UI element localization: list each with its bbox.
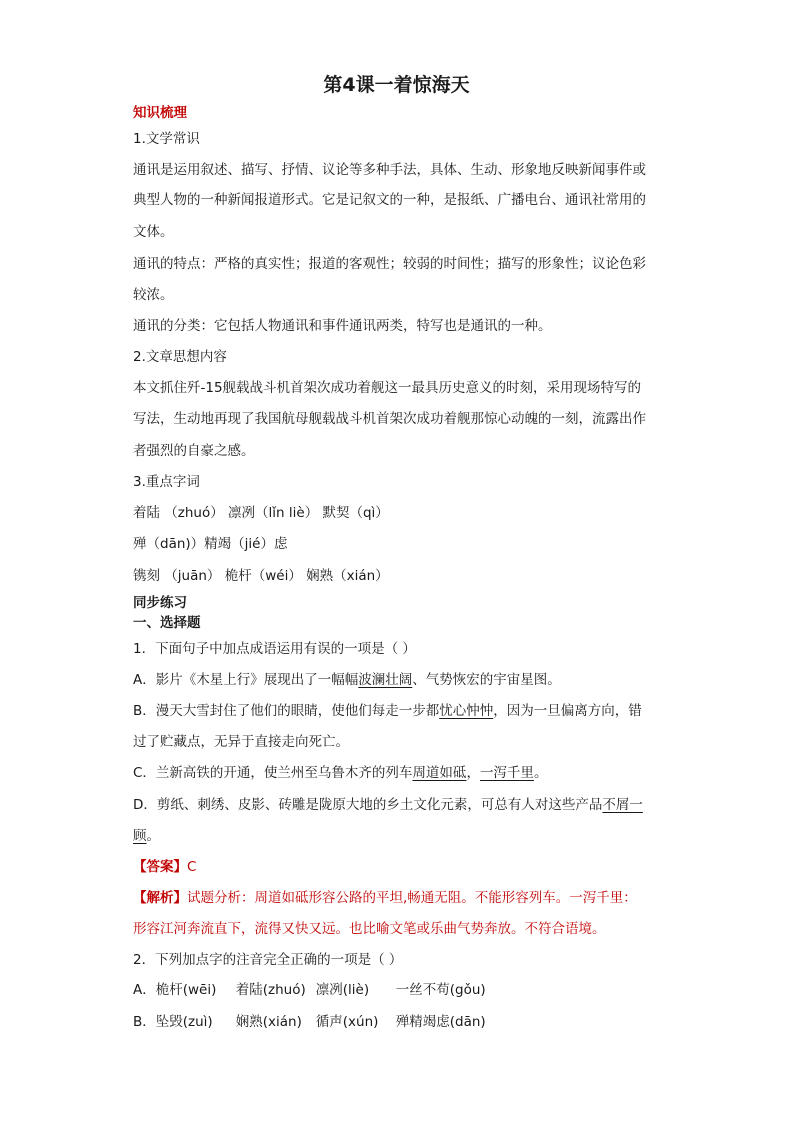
option-b bbox=[133, 701, 673, 721]
paragraph-line: 通讯的分类：它包括人物通讯和事件通讯两类，特写也是通讯的一种。 bbox=[133, 318, 552, 334]
paragraph-line: 典型人物的一种新闻报道形式。它是记叙文的一种，是报纸、广播电台、通讯社常用的 bbox=[133, 192, 646, 208]
option-d bbox=[133, 795, 673, 815]
analysis-line bbox=[133, 888, 673, 908]
paragraph-line: 较浓。 bbox=[133, 287, 174, 303]
option-text: ， bbox=[466, 765, 480, 781]
section-heading-practice: 同步练习 bbox=[133, 595, 187, 611]
answer-tag: 【答案】 bbox=[133, 859, 187, 875]
q2-option-b bbox=[133, 1012, 673, 1032]
idiom-underlined: 一泻千里 bbox=[479, 765, 534, 781]
subheading-content: 2.文章思想内容 bbox=[133, 349, 227, 365]
option-a bbox=[133, 670, 673, 690]
pinyin-item: 桅杆(wēi) bbox=[155, 982, 217, 998]
paragraph-line: 通讯是运用叙述、描写、抒情、议论等多种手法，具体、生动、形象地反映新闻事件或 bbox=[133, 162, 646, 178]
option-d-line-2 bbox=[133, 826, 673, 846]
pinyin-item: 娴熟(xián) bbox=[235, 1014, 302, 1030]
pinyin-item: 循声(xún) bbox=[315, 1014, 379, 1030]
option-label: B． bbox=[133, 1014, 156, 1030]
paragraph-line: 通讯的特点：严格的真实性；报道的客观性；较弱的时间性；描写的形象性；议论色彩 bbox=[133, 256, 646, 272]
idiom-underlined: 顾 bbox=[133, 828, 147, 844]
idiom-underlined: 波澜壮阔 bbox=[358, 672, 413, 688]
pinyin-item: 着陆(zhuó) bbox=[235, 982, 306, 998]
option-text: D．剪纸、刺绣、皮影、砖雕是陇原大地的乡土文化元素，可总有人对这些产品 bbox=[133, 797, 603, 813]
paragraph-line: 写法，生动地再现了我国航母舰载战斗机首架次成功着舰那惊心动魄的一刻，流露出作 bbox=[133, 411, 646, 427]
answer-value: C bbox=[187, 859, 197, 875]
option-text: ，因为一旦偏离方向，错 bbox=[493, 703, 642, 719]
idiom-underlined: 周道如砥 bbox=[412, 765, 467, 781]
option-text: B．漫天大雪封住了他们的眼睛，使他们每走一步都 bbox=[133, 703, 440, 719]
paragraph-line: 文体。 bbox=[133, 224, 174, 240]
word-list-line: 镌刻 （juān） 桅杆（wéi） 娴熟（xián） bbox=[133, 568, 389, 584]
subheading-words: 3.重点字词 bbox=[133, 474, 200, 490]
pinyin-item: 凛冽(liè) bbox=[315, 982, 370, 998]
q2-option-a bbox=[133, 980, 673, 1000]
option-text: 、气势恢宏的宇宙星图。 bbox=[412, 672, 561, 688]
analysis-line-2: 形容江河奔流直下，流得又快又远。也比喻文笔或乐曲气势奔放。不符合语境。 bbox=[133, 921, 606, 937]
paragraph-line: 者强烈的自豪之感。 bbox=[133, 443, 255, 459]
analysis-tag: 【解析】 bbox=[133, 890, 187, 906]
option-c bbox=[133, 763, 673, 783]
option-b-line-2: 过了贮藏点，无异于直接走向死亡。 bbox=[133, 734, 349, 750]
answer-line bbox=[133, 857, 673, 877]
word-list-line: 殚（dān)）精竭（jié）虑 bbox=[133, 536, 288, 552]
analysis-text: 试题分析：周道如砥形容公路的平坦,畅通无阻。不能形容列车。一泻千里： bbox=[187, 890, 637, 906]
word-list-line: 着陆 （zhuó） 凛冽（lǐn liè） 默契（qì） bbox=[133, 505, 389, 521]
page-title: 第4课一着惊海天 bbox=[323, 74, 470, 96]
question-1-stem: 1．下面句子中加点成语运用有误的一项是（ ） bbox=[133, 641, 416, 657]
option-text: C．兰新高铁的开通，使兰州至乌鲁木齐的列车 bbox=[133, 765, 413, 781]
subheading-literature: 1.文学常识 bbox=[133, 131, 200, 147]
option-text: 。 bbox=[146, 828, 160, 844]
paragraph-line: 本文抓住歼-15舰载战斗机首架次成功着舰这一最具历史意义的时刻，采用现场特写的 bbox=[133, 380, 642, 396]
question-2-stem: 2．下列加点字的注音完全正确的一项是（ ） bbox=[133, 952, 403, 968]
option-text: A．影片《木星上行》展现出了一幅幅 bbox=[133, 672, 359, 688]
pinyin-item: 坠毁(zuì) bbox=[155, 1014, 213, 1030]
idiom-underlined: 不屑一 bbox=[602, 797, 643, 813]
pinyin-item: 一丝不苟(gǒu) bbox=[395, 982, 486, 998]
section-heading-knowledge: 知识梳理 bbox=[133, 105, 187, 121]
option-text: 。 bbox=[533, 765, 548, 781]
option-label: A． bbox=[133, 982, 156, 998]
idiom-underlined: 忧心忡忡 bbox=[439, 703, 494, 719]
question-type-heading: 一、选择题 bbox=[133, 615, 201, 631]
pinyin-item: 殚精竭虑(dān) bbox=[395, 1014, 486, 1030]
